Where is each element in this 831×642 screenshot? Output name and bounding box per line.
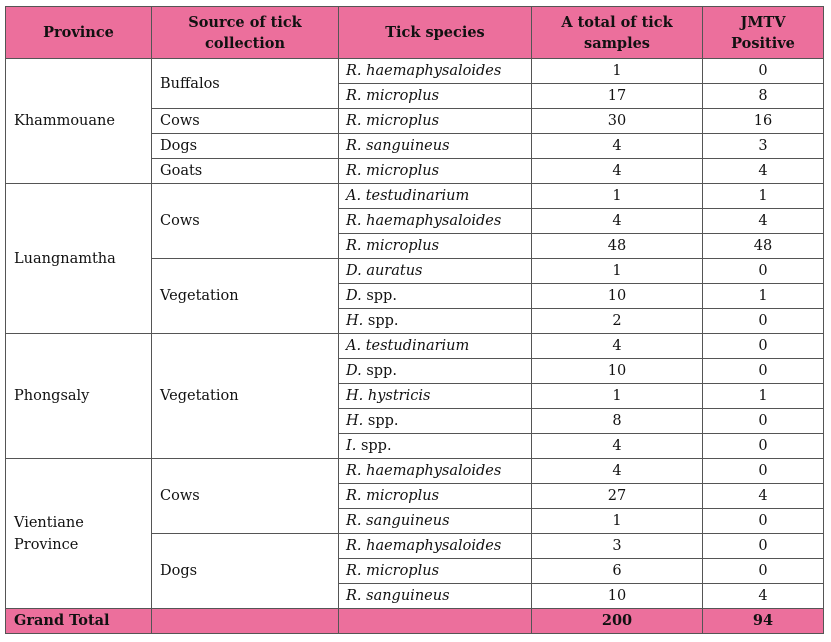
species-cell xyxy=(339,284,532,309)
species-cell xyxy=(339,434,532,459)
province-cell: Vientiane Province xyxy=(6,459,152,609)
positive-cell: 0 xyxy=(703,309,824,334)
species-name: R. haemaphysaloides xyxy=(346,463,502,479)
grand-total-label: Grand Total xyxy=(6,609,152,634)
header-total: A total of tick samples xyxy=(532,7,703,59)
province-cell: Phongsaly xyxy=(6,334,152,459)
species-name: A. testudinarium xyxy=(346,188,470,204)
species-suffix: spp. xyxy=(361,288,397,304)
species-cell xyxy=(339,534,532,559)
total-cell: 48 xyxy=(532,234,703,259)
header-row xyxy=(6,7,824,59)
species-cell xyxy=(339,584,532,609)
species-name: R. sanguineus xyxy=(346,513,450,529)
species-suffix: spp. xyxy=(361,363,397,379)
species-name: R. haemaphysaloides xyxy=(346,538,502,554)
species-suffix: spp. xyxy=(356,438,392,454)
species-name: D. auratus xyxy=(346,263,423,279)
total-cell: 10 xyxy=(532,359,703,384)
species-cell xyxy=(339,209,532,234)
species-cell xyxy=(339,134,532,159)
total-cell: 4 xyxy=(532,334,703,359)
species-cell xyxy=(339,509,532,534)
species-name: H. xyxy=(346,313,364,329)
species-cell xyxy=(339,384,532,409)
species-name: R. microplus xyxy=(346,238,440,254)
species-cell xyxy=(339,159,532,184)
grand-total-empty-species xyxy=(339,609,532,634)
grand-total-row xyxy=(6,609,824,634)
total-cell: 17 xyxy=(532,84,703,109)
species-name: D. xyxy=(346,363,362,379)
province-cell: Luangnamtha xyxy=(6,184,152,334)
species-name: R. haemaphysaloides xyxy=(346,213,502,229)
header-positive: JMTV Positive xyxy=(703,7,824,59)
species-name: R. microplus xyxy=(346,163,440,179)
positive-cell: 0 xyxy=(703,259,824,284)
total-cell: 1 xyxy=(532,184,703,209)
species-suffix: spp. xyxy=(363,313,399,329)
positive-cell: 3 xyxy=(703,134,824,159)
source-cell: Cows xyxy=(152,184,339,259)
total-cell: 10 xyxy=(532,584,703,609)
species-cell xyxy=(339,84,532,109)
species-cell xyxy=(339,409,532,434)
positive-cell: 4 xyxy=(703,209,824,234)
species-name: R. microplus xyxy=(346,88,440,104)
total-cell: 6 xyxy=(532,559,703,584)
species-cell xyxy=(339,234,532,259)
total-cell: 1 xyxy=(532,509,703,534)
total-cell: 4 xyxy=(532,209,703,234)
source-cell: Dogs xyxy=(152,534,339,609)
total-cell: 2 xyxy=(532,309,703,334)
species-name: R. microplus xyxy=(346,113,440,129)
positive-cell: 1 xyxy=(703,184,824,209)
source-cell: Vegetation xyxy=(152,334,339,459)
species-cell xyxy=(339,359,532,384)
header-species: Tick species xyxy=(339,7,532,59)
species-name: R. sanguineus xyxy=(346,138,450,154)
species-name: R. microplus xyxy=(346,563,440,579)
species-name: A. testudinarium xyxy=(346,338,470,354)
source-cell: Goats xyxy=(152,159,339,184)
total-cell: 1 xyxy=(532,59,703,84)
total-cell: 4 xyxy=(532,434,703,459)
positive-cell: 16 xyxy=(703,109,824,134)
species-name: D. xyxy=(346,288,362,304)
positive-cell: 0 xyxy=(703,334,824,359)
total-cell: 1 xyxy=(532,259,703,284)
source-cell: Cows xyxy=(152,459,339,534)
total-cell: 30 xyxy=(532,109,703,134)
species-name: I. xyxy=(346,438,357,454)
grand-total-positive: 94 xyxy=(703,609,824,634)
table-row xyxy=(6,459,824,484)
source-cell: Dogs xyxy=(152,134,339,159)
province-cell: Khammouane xyxy=(6,59,152,184)
positive-cell: 0 xyxy=(703,509,824,534)
species-name: R. haemaphysaloides xyxy=(346,63,502,79)
source-cell: Vegetation xyxy=(152,259,339,334)
grand-total-empty-source xyxy=(152,609,339,634)
tick-jmtv-table xyxy=(5,6,824,634)
positive-cell: 0 xyxy=(703,559,824,584)
positive-cell: 0 xyxy=(703,534,824,559)
species-name: H. xyxy=(346,413,364,429)
species-cell xyxy=(339,259,532,284)
positive-cell: 0 xyxy=(703,409,824,434)
header-province: Province xyxy=(6,7,152,59)
total-cell: 4 xyxy=(532,459,703,484)
species-name: H. hystricis xyxy=(346,388,431,404)
positive-cell: 0 xyxy=(703,434,824,459)
total-cell: 4 xyxy=(532,159,703,184)
grand-total-samples: 200 xyxy=(532,609,703,634)
species-cell xyxy=(339,334,532,359)
table-row xyxy=(6,59,824,84)
total-cell: 8 xyxy=(532,409,703,434)
positive-cell: 1 xyxy=(703,284,824,309)
species-cell xyxy=(339,309,532,334)
table-row xyxy=(6,334,824,359)
positive-cell: 0 xyxy=(703,59,824,84)
positive-cell: 8 xyxy=(703,84,824,109)
source-cell: Cows xyxy=(152,109,339,134)
table-body xyxy=(6,59,824,609)
positive-cell: 0 xyxy=(703,459,824,484)
species-name: R. sanguineus xyxy=(346,588,450,604)
positive-cell: 4 xyxy=(703,584,824,609)
species-name: R. microplus xyxy=(346,488,440,504)
species-cell xyxy=(339,459,532,484)
positive-cell: 4 xyxy=(703,484,824,509)
total-cell: 1 xyxy=(532,384,703,409)
positive-cell: 0 xyxy=(703,359,824,384)
species-cell xyxy=(339,109,532,134)
total-cell: 4 xyxy=(532,134,703,159)
total-cell: 10 xyxy=(532,284,703,309)
species-cell xyxy=(339,184,532,209)
header-source: Source of tick collection xyxy=(152,7,339,59)
total-cell: 27 xyxy=(532,484,703,509)
positive-cell: 4 xyxy=(703,159,824,184)
species-cell xyxy=(339,59,532,84)
total-cell: 3 xyxy=(532,534,703,559)
species-cell xyxy=(339,484,532,509)
species-suffix: spp. xyxy=(363,413,399,429)
table-row xyxy=(6,184,824,209)
species-cell xyxy=(339,559,532,584)
source-cell: Buffalos xyxy=(152,59,339,109)
positive-cell: 48 xyxy=(703,234,824,259)
positive-cell: 1 xyxy=(703,384,824,409)
